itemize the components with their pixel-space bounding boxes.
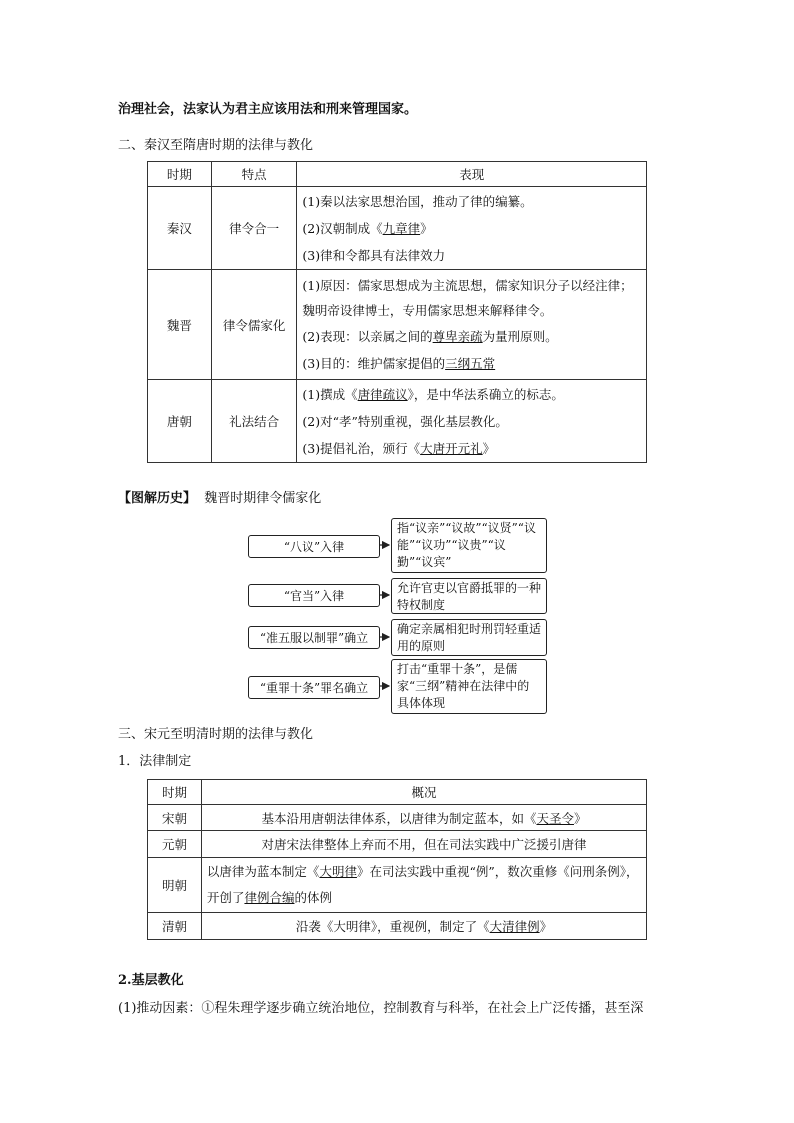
table-row bbox=[148, 858, 647, 913]
diagram-tag: 【图解历史】 bbox=[118, 491, 197, 506]
section3-heading: 三、宋元至明清时期的法律与教化 bbox=[118, 727, 314, 742]
diagram-left-box: “准五服以制罪”确立 bbox=[248, 626, 380, 649]
period-cell: 魏晋 bbox=[148, 270, 212, 380]
feature-cell: 律令儒家化 bbox=[211, 270, 297, 380]
feature-cell: 礼法结合 bbox=[211, 380, 297, 463]
diagram-left-box: “官当”入律 bbox=[248, 584, 380, 607]
list-item: (3)律和令都具有法律效力 bbox=[302, 247, 446, 263]
song-qing-law-table bbox=[147, 779, 647, 940]
overview-cell: 基本沿用唐朝法律体系，以唐律为制定蓝本，如《天圣令》 bbox=[201, 805, 646, 831]
list-item: (3)提倡礼治，颁行《大唐开元礼》 bbox=[302, 440, 496, 456]
table-row bbox=[148, 831, 647, 858]
list-item: (1)撰成《唐律疏议》，是中华法系确立的标志。 bbox=[302, 386, 564, 402]
overview-cell: 对唐宋法律整体上弃而不用，但在司法实践中广泛援引唐律 bbox=[201, 831, 646, 858]
header-feature: 特点 bbox=[211, 162, 297, 187]
diagram-right-box: 打击“重罪十条”，是儒家“三纲”精神在法律中的具体体现 bbox=[391, 659, 547, 714]
diagram-right-box: 确定亲属相犯时刑罚轻重适用的原则 bbox=[391, 619, 547, 656]
list-item: (2)对“孝”特别重视，强化基层教化。 bbox=[302, 413, 508, 429]
intro-line: 治理社会，法家认为君主应该用法和刑来管理国家。 bbox=[118, 102, 418, 117]
header-performance: 表现 bbox=[297, 162, 647, 187]
table-header-row bbox=[148, 780, 647, 805]
table-row bbox=[148, 913, 647, 940]
section3-subheading-education: 2.基层教化 bbox=[118, 973, 184, 988]
overview-cell: 以唐律为蓝本制定《大明律》在司法实践中重视“例”，数次重修《问刑条例》，开创了律例合编的体例 bbox=[201, 858, 646, 913]
period-cell: 明朝 bbox=[148, 858, 202, 913]
header-overview: 概况 bbox=[201, 780, 646, 805]
diagram-title-text: 魏晋时期律令儒家化 bbox=[204, 491, 322, 506]
diagram-left-box: “八议”入律 bbox=[248, 535, 380, 558]
section3-subheading-law: 1．法律制定 bbox=[118, 754, 192, 769]
list-item: (1)秦以法家思想治国，推动了律的编纂。 bbox=[302, 193, 533, 209]
diagram-right-box: 指“议亲”“议故”“议贤”“议能”“议功”“议贵”“议勤”“议宾” bbox=[391, 518, 547, 573]
list-item: (2)汉朝制成《九章律》 bbox=[302, 220, 433, 236]
list-item: (3)目的：维护儒家提倡的三纲五常 bbox=[302, 355, 496, 371]
period-cell: 清朝 bbox=[148, 913, 202, 940]
feature-cell: 律令合一 bbox=[211, 187, 297, 270]
diagram-right-box: 允许官吏以官爵抵罪的一种特权制度 bbox=[391, 578, 547, 614]
body-line: (1)推动因素：①程朱理学逐步确立统治地位，控制教育与科举，在社会上广泛传播，甚至深 bbox=[118, 1001, 644, 1016]
list-item: (2)表现：以亲属之间的尊卑亲疏为量刑原则。 bbox=[302, 328, 558, 344]
diagram-left-box: “重罪十条”罪名确立 bbox=[248, 676, 380, 699]
list-item: (1)原因：儒家思想成为主流思想，儒家知识分子以经注律；魏明帝设律博士，专用儒家思想来解释律令。 bbox=[302, 277, 633, 318]
table-row bbox=[148, 805, 647, 831]
period-cell: 宋朝 bbox=[148, 805, 202, 831]
header-period: 时期 bbox=[148, 780, 202, 805]
period-cell: 元朝 bbox=[148, 831, 202, 858]
period-cell: 唐朝 bbox=[148, 380, 212, 463]
section2-heading: 二、秦汉至隋唐时期的法律与教化 bbox=[118, 138, 314, 153]
period-cell: 秦汉 bbox=[148, 187, 212, 270]
header-period: 时期 bbox=[148, 162, 212, 187]
overview-cell: 沿袭《大明律》，重视例，制定了《大清律例》 bbox=[201, 913, 646, 940]
